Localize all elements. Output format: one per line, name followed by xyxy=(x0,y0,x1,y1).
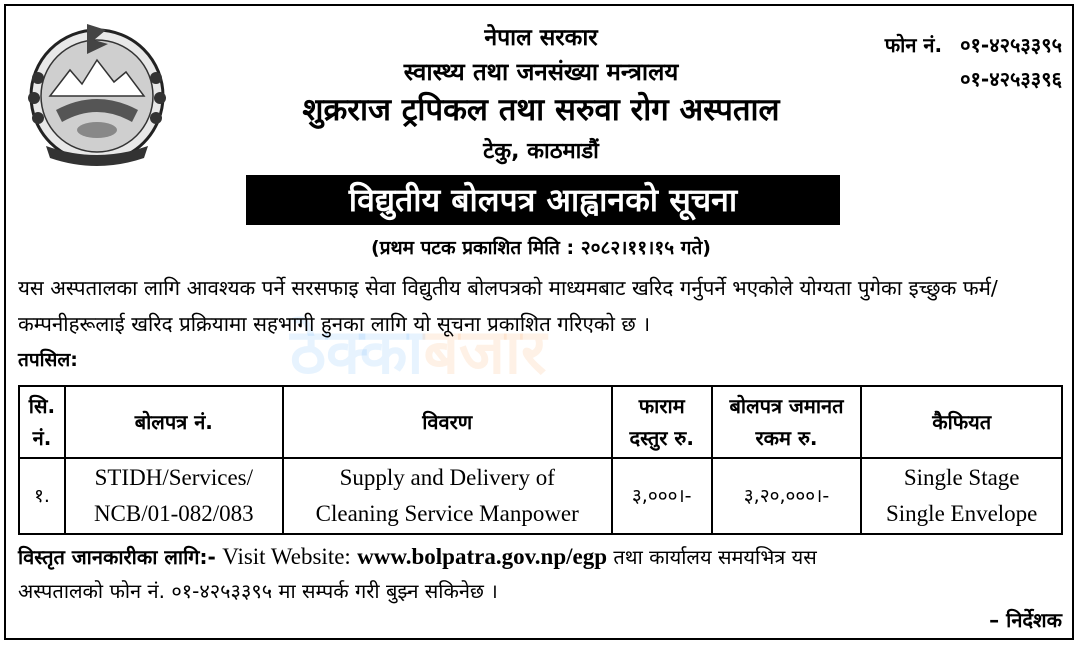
signature: – निर्देशक xyxy=(989,608,1062,632)
watermark-part-1: ठेक्का xyxy=(290,315,424,388)
detail-info xyxy=(18,540,1063,608)
intro-paragraph: यस अस्पतालका लागि आवश्यक पर्ने सरसफाइ सेवा विद्युतीय बोलपत्रको माध्यमबाट खरिद गर्नुपर्ने भएकोले योग्यता पुगेका इच्छुक फर्म/कम्पनीहरूलाई खरिद प्रक्रियामा सहभागी हुनका लागि यो सूचना प्रकाशित गरिएको छ । xyxy=(18,276,998,336)
phone-label: फोन नं. xyxy=(884,33,943,57)
table-row xyxy=(19,458,1062,534)
header-serial: सि. नं. xyxy=(19,386,65,458)
phone-block xyxy=(885,28,1062,96)
visit-website-text: Visit Website: xyxy=(222,544,351,569)
hospital-name: शुक्रराज ट्रपिकल तथा सरुवा रोग अस्पताल xyxy=(302,92,780,128)
hospital-location: टेकु, काठमाडौं xyxy=(483,139,599,164)
cell-remarks: Single Stage Single Envelope xyxy=(861,458,1062,534)
ministry-name: स्वास्थ्य तथा जनसंख्या मन्त्रालय xyxy=(403,58,679,86)
cell-serial: १. xyxy=(19,458,65,534)
detail-text-2: अस्पतालको फोन नं. ०१-४२५३३९५ मा सम्पर्क गरी बुझ्न सकिनेछ । xyxy=(18,579,498,603)
notice-title: विद्युतीय बोलपत्र आह्वानको सूचना xyxy=(246,175,840,225)
cell-bid-number: STIDH/Services/ NCB/01-082/083 xyxy=(65,458,283,534)
cell-bid-bond: ३,२०,०००।- xyxy=(712,458,862,534)
header-description: विवरण xyxy=(283,386,612,458)
header-form-fee: फाराम दस्तुर रु. xyxy=(612,386,712,458)
detail-text-1: तथा कार्यालय समयभित्र यस xyxy=(613,545,817,569)
header-remarks: कैफियत xyxy=(861,386,1062,458)
header-bid-number: बोलपत्र नं. xyxy=(65,386,283,458)
details-heading: तपसिल: xyxy=(18,349,78,371)
website-link[interactable]: www.bolpatra.gov.np/egp xyxy=(357,544,608,569)
header-bid-bond: बोलपत्र जमानत रकम रु. xyxy=(712,386,862,458)
government-name: नेपाल सरकार xyxy=(484,25,598,51)
phone-number-2: ०१-४२५३३९६ xyxy=(960,67,1062,91)
watermark-part-2: बजार xyxy=(423,315,547,388)
phone-number-1: ०१-४२५३३९५ xyxy=(960,33,1062,57)
tender-table xyxy=(18,385,1063,535)
detail-label: विस्तृत जानकारीका लागि:- xyxy=(18,545,216,569)
publication-date: (प्रथम पटक प्रकाशित मिति : २०८२।११।१५ गते) xyxy=(371,237,711,259)
table-header-row xyxy=(19,386,1062,458)
cell-description: Supply and Delivery of Cleaning Service Manpower xyxy=(283,458,612,534)
cell-form-fee: ३,०००।- xyxy=(612,458,712,534)
